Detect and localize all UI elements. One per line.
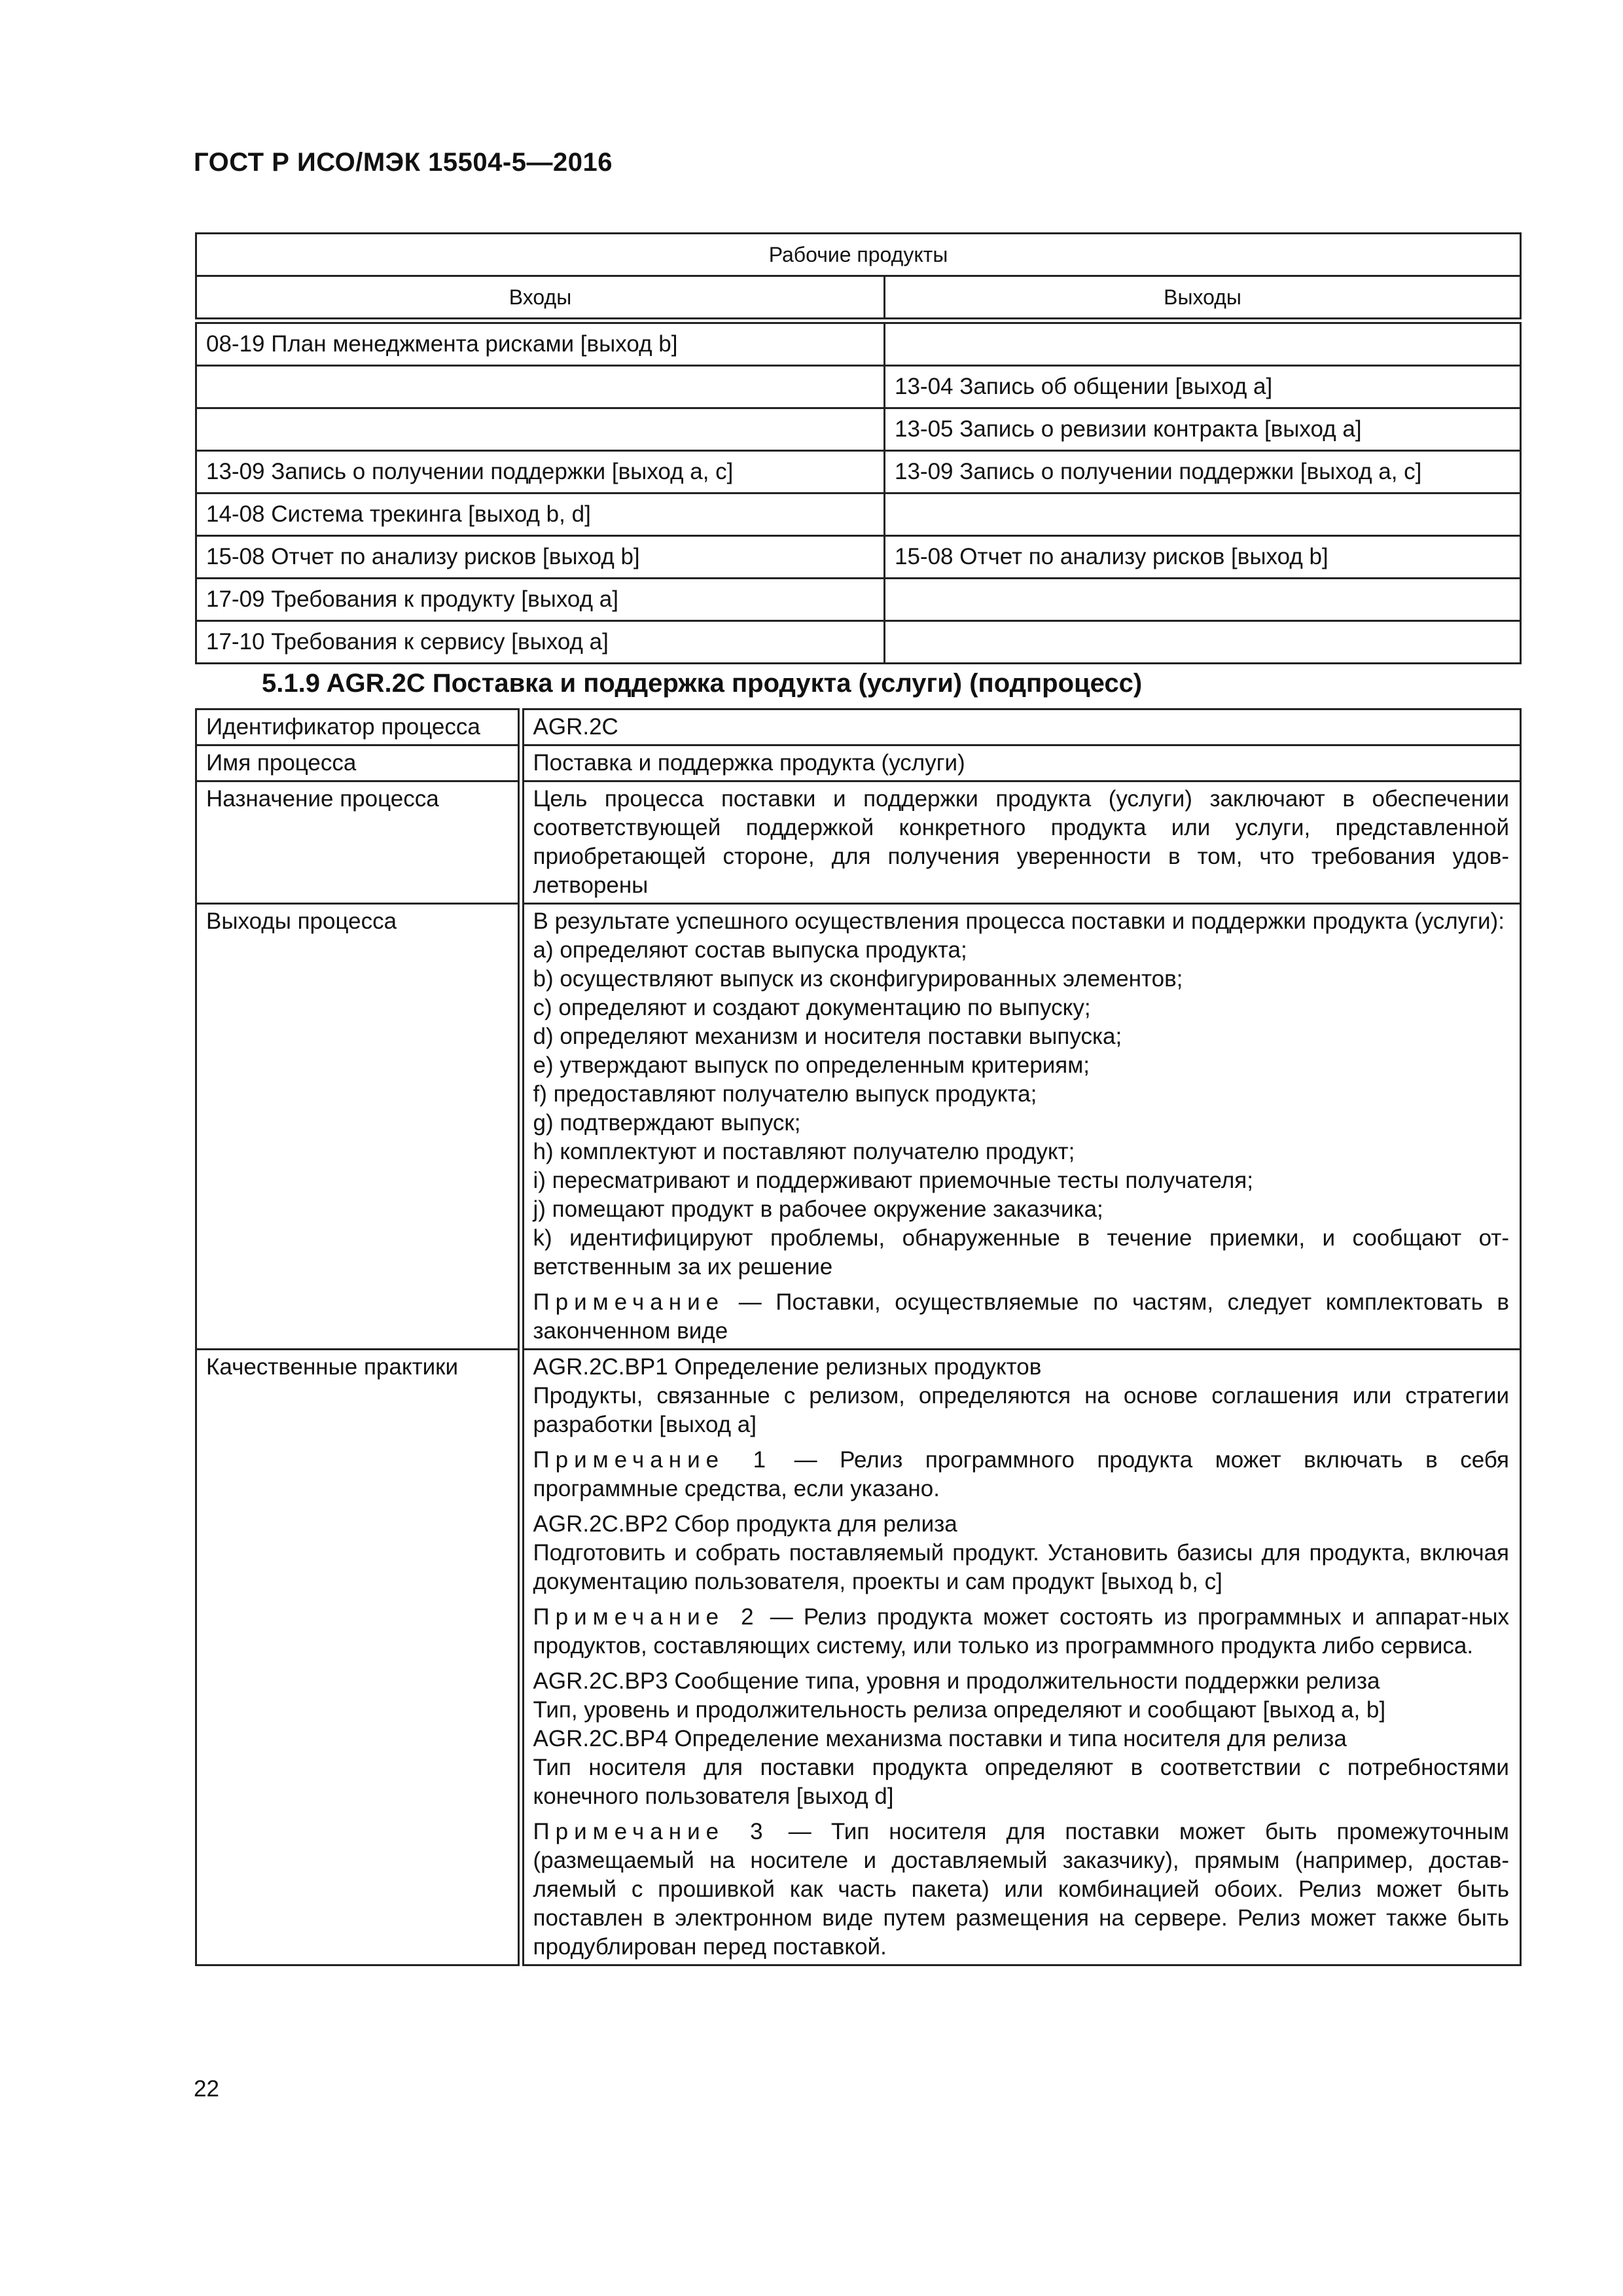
outcome-item: i) пересматривают и поддерживают приемочные тесты получателя; <box>533 1168 1253 1193</box>
outcome-item: f) предоставляют получателю выпуск продукта; <box>533 1081 1037 1107</box>
document-header: ГОСТ Р ИСО/МЭК 15504-5—2016 <box>194 148 613 177</box>
output-cell: 13-05 Запись о ревизии контракта [выход a] <box>885 408 1521 451</box>
outcome-item: e) утверждают выпуск по определенным критериям; <box>533 1052 1090 1078</box>
table-row <box>196 321 1521 366</box>
col-outputs-header: Выходы <box>885 276 1521 321</box>
col-inputs-header: Входы <box>196 276 885 321</box>
note3 <box>533 1818 1510 1962</box>
process-name-value: Поставка и поддержка продукта (услуги) <box>521 745 1521 781</box>
input-cell: 15-08 Отчет по анализу рисков [выход b] <box>196 536 885 579</box>
outcomes-list <box>533 936 1510 1282</box>
process-practices-cell <box>521 1350 1521 1965</box>
input-cell <box>196 408 885 451</box>
table-row <box>196 781 1521 904</box>
table-row <box>196 579 1521 621</box>
work-products-rows <box>196 321 1521 664</box>
process-practices-label: Качественные практики <box>196 1350 521 1965</box>
bp4-text: Тип носителя для поставки продукта определяют в соответствии с потребностями конечного пользователя [выход d] <box>533 1755 1509 1809</box>
bp3-text: Тип, уровень и продолжительность релиза определяют и сообщают [выход a, b] <box>533 1697 1386 1723</box>
table-row <box>196 1350 1521 1965</box>
note-text: — Релиз продукта может состоять из программных и аппарат-ных продуктов, составляющих систему, или только из программного продукта либо сервиса. <box>533 1604 1509 1659</box>
outcome-item: g) подтверждают выпуск; <box>533 1110 801 1136</box>
outcomes-intro: В результате успешного осуществления процесса поставки и поддержки продукта (услуги): <box>533 908 1505 934</box>
output-cell <box>885 321 1521 366</box>
table-row <box>196 621 1521 664</box>
note1 <box>533 1446 1510 1503</box>
input-cell: 08-19 План менеджмента рисками [выход b] <box>196 321 885 366</box>
note-text: — Тип носителя для поставки может быть промежуточным (размещаемый на носителе и доставляемый заказчику), прямым (например, достав-ляемый с прошивкой как часть пакета) или комбинацией обоих. Релиз может быть поставлен в электронном виде путем размещения на сервере. Релиз может также быть продублирован перед поставкой. <box>533 1819 1509 1960</box>
outcome-item: h) комплектуют и поставляют получателю продукт; <box>533 1139 1075 1164</box>
output-cell: 15-08 Отчет по анализу рисков [выход b] <box>885 536 1521 579</box>
outcome-item: k) идентифицируют проблемы, обнаруженные в течение приемки, и сообщают от-ветственным за их решение <box>533 1225 1509 1280</box>
outcome-item: d) определяют механизм и носителя поставки выпуска; <box>533 1024 1122 1049</box>
input-cell: 17-09 Требования к продукту [выход a] <box>196 579 885 621</box>
table-row <box>196 536 1521 579</box>
outcome-item: a) определяют состав выпуска продукта; <box>533 937 967 963</box>
output-cell <box>885 493 1521 536</box>
outcome-item: b) осуществляют выпуск из сконфигурированных элементов; <box>533 966 1183 992</box>
table-header-row <box>196 234 1521 276</box>
outcome-item: j) помещают продукт в рабочее окружение заказчика; <box>533 1196 1103 1222</box>
output-cell: 13-04 Запись об общении [выход a] <box>885 366 1521 408</box>
section-title: 5.1.9 AGR.2C Поставка и поддержка продукта (услуги) (подпроцесс) <box>262 669 1143 698</box>
output-cell <box>885 621 1521 664</box>
table-header-row <box>196 276 1521 321</box>
note-label: Примечание 2 <box>533 1604 760 1630</box>
process-id-label: Идентификатор процесса <box>196 709 521 745</box>
process-outcomes-label: Выходы процесса <box>196 904 521 1350</box>
output-cell: 13-09 Запись о получении поддержки [выход a, c] <box>885 451 1521 493</box>
bp2-text: Подготовить и собрать поставляемый продукт. Установить базисы для продукта, включая документацию пользователя, проекты и сам продукт [выход b, c] <box>533 1540 1509 1594</box>
process-table <box>195 708 1522 1966</box>
note2 <box>533 1603 1510 1660</box>
bp1-title: AGR.2C.BP1 Определение релизных продуктов <box>533 1354 1042 1380</box>
work-products-title: Рабочие продукты <box>196 234 1521 276</box>
note-label: Примечание 1 <box>533 1447 772 1473</box>
output-cell <box>885 579 1521 621</box>
input-cell: 14-08 Система трекинга [выход b, d] <box>196 493 885 536</box>
process-id-value: AGR.2C <box>521 709 1521 745</box>
table-row <box>196 366 1521 408</box>
table-row <box>196 493 1521 536</box>
outcome-item: c) определяют и создают документацию по выпуску; <box>533 995 1091 1020</box>
table-row <box>196 904 1521 1350</box>
input-cell: 13-09 Запись о получении поддержки [выход a, c] <box>196 451 885 493</box>
bp1-text: Продукты, связанные с релизом, определяются на основе соглашения или стратегии разработки [выход a] <box>533 1383 1509 1437</box>
bp2-title: AGR.2C.BP2 Сбор продукта для релиза <box>533 1511 957 1537</box>
table-row <box>196 745 1521 781</box>
process-purpose-value: Цель процесса поставки и поддержки продукта (услуги) заключают в обеспечении соответствующей поддержкой конкретного продукта или услуги, представленной приобретающей стороне, для получения уверенности в том, что требования удов-летворены <box>521 781 1521 904</box>
note-text: — Поставки, осуществляемые по частям, следует комплектовать в законченном виде <box>533 1289 1509 1344</box>
page-number: 22 <box>194 2076 219 2102</box>
table-row <box>196 709 1521 745</box>
note-label: Примечание 3 <box>533 1819 769 1844</box>
process-outcomes-cell <box>521 904 1521 1350</box>
process-name-label: Имя процесса <box>196 745 521 781</box>
work-products-table <box>195 232 1522 664</box>
table-row <box>196 408 1521 451</box>
note-label: Примечание <box>533 1289 725 1315</box>
bp3-title: AGR.2C.BP3 Сообщение типа, уровня и продолжительности поддержки релиза <box>533 1668 1380 1694</box>
process-purpose-label: Назначение процесса <box>196 781 521 904</box>
input-cell <box>196 366 885 408</box>
note-text: — Релиз программного продукта может включать в себя программные средства, если указано. <box>533 1447 1509 1501</box>
bp4-title: AGR.2C.BP4 Определение механизма поставки и типа носителя для релиза <box>533 1726 1347 1751</box>
outcomes-note <box>533 1288 1510 1346</box>
table-row <box>196 451 1521 493</box>
input-cell: 17-10 Требования к сервису [выход a] <box>196 621 885 664</box>
